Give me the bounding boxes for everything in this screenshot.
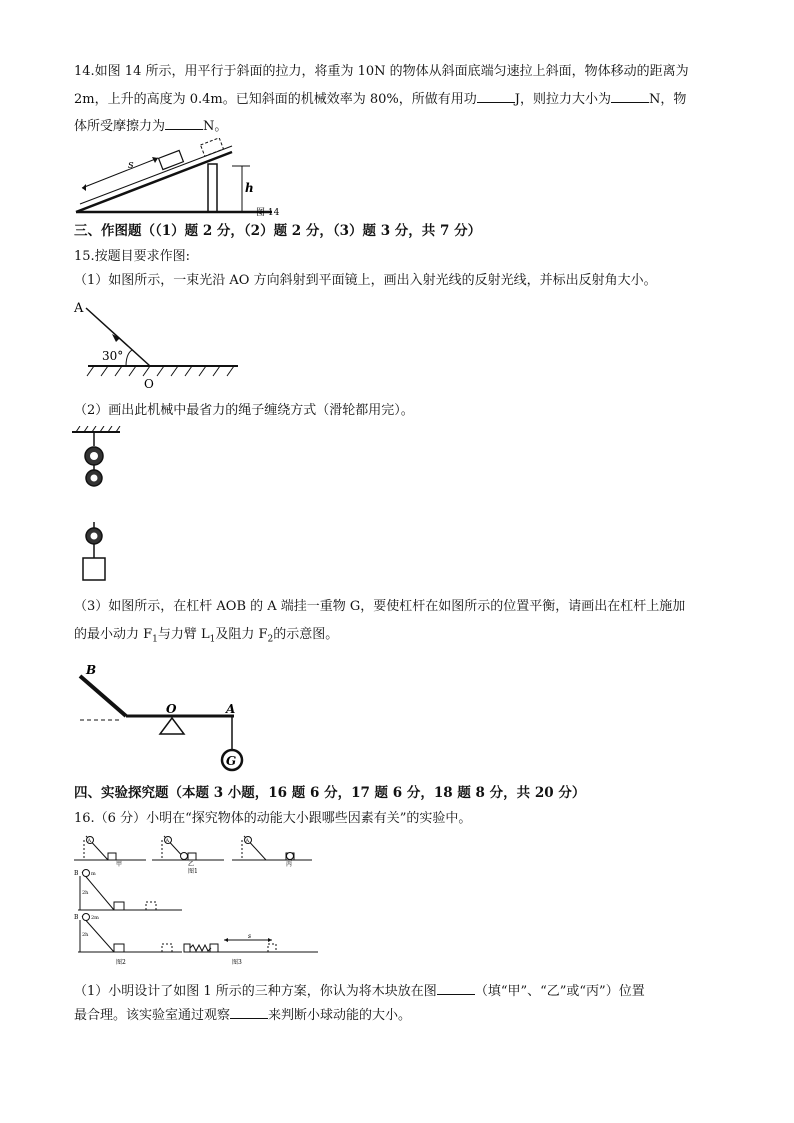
q15-intro: 15.按题目要求作图: [74, 249, 191, 264]
answer-blank[interactable] [230, 1006, 268, 1019]
ball-mass-m: m [91, 871, 96, 877]
scheme-bing-label: 丙 [286, 861, 293, 868]
lever-point-o: O [166, 702, 177, 716]
answer-blank[interactable] [611, 90, 649, 103]
height-2h-label: 2h [82, 890, 89, 896]
lever-point-b: B [86, 663, 97, 677]
q16-p1-a: （1）小明设计了如图 1 所示的三种方案，你认为将木块放在图 [74, 984, 437, 999]
q15-part3-line2 [74, 626, 338, 649]
fig14-caption: 图 14 [256, 208, 280, 218]
q14-line-2b: J，则拉力大小为 [514, 92, 611, 107]
q14-line-3 [74, 117, 227, 136]
q14-line-3a: 体所受摩擦力为 [74, 119, 166, 134]
q15-p3-c: 及阻力 F [215, 627, 268, 642]
ball-a-label: A [165, 838, 170, 844]
q16-part1-line1 [74, 982, 645, 1001]
figure-2-caption: 图2 [116, 959, 126, 966]
q16-p1-c: 最合理。该实验室通过观察 [74, 1008, 231, 1023]
q15-p3-sub3: 2 [267, 634, 274, 645]
q15-p3-sub1: 1 [152, 634, 158, 645]
q16-part1-line2 [74, 1006, 411, 1025]
fig14-s-label: s [128, 158, 134, 171]
mirror-point-a: A [74, 301, 84, 316]
q14-line-2a: 2m，上升的高度为 0.4m。已知斜面的机械效率为 80%，所做有用功 [74, 92, 477, 107]
height-2h-label: 2h [82, 932, 89, 938]
figure-1-caption: 图1 [188, 868, 198, 875]
q15-p3-d: 的示意图。 [273, 627, 339, 642]
q14-line-1: 14.如图 14 所示，用平行于斜面的拉力，将重为 10N 的物体从斜面底端匀速拉上斜面，物体移动的距离为 [74, 64, 689, 79]
q15-part2: （2）画出此机械中最省力的绳子缠绕方式（滑轮都用完）。 [74, 403, 414, 418]
distance-s-label: s [248, 933, 252, 940]
section3-title: 三、作图题（（1）题 2 分，（2）题 2 分，（3）题 3 分，共 7 分） [74, 223, 482, 239]
q16-intro: 16.（6 分）小明在“探究物体的动能大小跟哪些因素有关”的实验中。 [74, 811, 472, 826]
weight-block [83, 558, 105, 580]
mirror-figure [68, 298, 248, 390]
lever-figure [76, 662, 266, 774]
q16-p1-b: （填“甲”、“乙”或“丙”）位置 [474, 984, 645, 999]
q14-line-3b: N。 [203, 119, 228, 134]
ball-b-label: B [74, 870, 79, 877]
q15-p3-sub2: 1 [209, 634, 216, 645]
ball-b-label: B [74, 914, 79, 921]
q16-p1-d: 来判断小球动能的大小。 [268, 1008, 412, 1023]
scheme-jia-label: 甲 [116, 861, 123, 868]
q14-line-2 [74, 90, 686, 109]
scheme-yi-label: 乙 [188, 861, 195, 868]
q15-part1: （1）如图所示，一束光沿 AO 方向斜射到平面镜上，画出入射光线的反射光线，并标出反射角大小。 [74, 273, 657, 288]
ball-mass-2m: 2m [91, 915, 99, 921]
figure-3-caption: 图3 [232, 959, 242, 966]
mirror-point-o: O [144, 377, 154, 390]
section4-title: 四、实验探究题（本题 3 小题，16 题 6 分，17 题 6 分，18 题 8 分，共 20 分） [74, 785, 586, 801]
pulley-figure [70, 426, 130, 582]
mirror-angle-label: 30° [102, 349, 124, 363]
ball-a-label: A [245, 838, 250, 844]
kinetic-energy-figure [72, 832, 322, 974]
answer-blank[interactable] [437, 982, 475, 995]
answer-blank[interactable] [165, 117, 203, 130]
ball-a-label: A [87, 838, 92, 844]
lever-weight-g: G [226, 754, 237, 768]
incline-figure [72, 138, 292, 218]
lever-point-a: A [226, 702, 236, 716]
fig14-h-label: h [245, 181, 254, 195]
q15-p3-b: 与力臂 L [157, 627, 210, 642]
q15-p3-a: 的最小动力 F [74, 627, 153, 642]
q14-line-2c: N，物 [648, 92, 687, 107]
answer-blank[interactable] [477, 90, 515, 103]
q15-part3-line1: （3）如图所示，在杠杆 AOB 的 A 端挂一重物 G，要使杠杆在如图所示的位置平衡，请画出在杠杆上施加 [74, 599, 686, 614]
